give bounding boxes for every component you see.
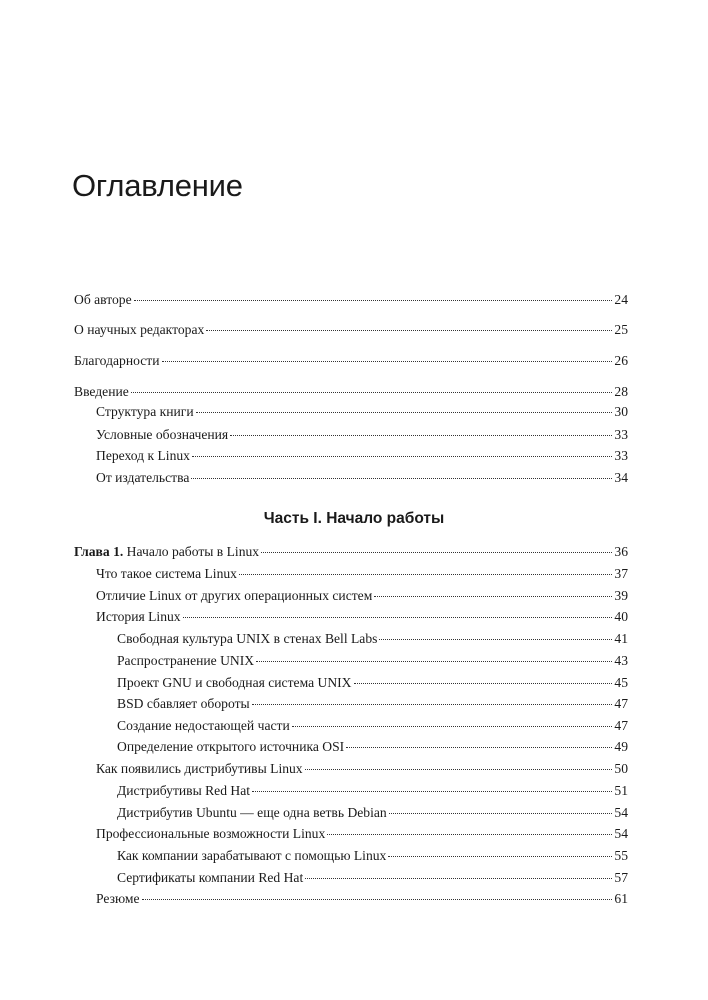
toc-entry-title: Об авторе xyxy=(74,292,132,307)
toc-entry-linux-history[interactable] xyxy=(96,606,628,628)
toc-entry-professional-opportunities[interactable] xyxy=(96,823,628,845)
dot-leader xyxy=(183,617,613,618)
toc-entry-what-is-linux[interactable] xyxy=(96,563,628,585)
dot-leader xyxy=(305,878,612,879)
toc-entry-page: 51 xyxy=(614,783,628,798)
toc-entry-page: 57 xyxy=(614,870,628,885)
toc-entry-osi-definition[interactable] xyxy=(117,736,628,758)
toc-entry-title: Как появились дистрибутивы Linux xyxy=(96,761,303,776)
toc-entry-book-structure[interactable] xyxy=(96,401,628,423)
toc-entry-title: Что такое система Linux xyxy=(96,566,237,581)
dot-leader xyxy=(230,435,612,436)
dot-leader xyxy=(252,791,612,792)
toc-entry-title: Дистрибутив Ubuntu — еще одна ветвь Debian xyxy=(117,805,387,820)
dot-leader xyxy=(252,704,613,705)
dot-leader xyxy=(388,856,612,857)
page-title: Оглавление xyxy=(72,168,243,203)
toc-entry-title: Резюме xyxy=(96,891,140,906)
toc-entry-title: Проект GNU и свободная система UNIX xyxy=(117,675,352,690)
toc-entry-page: 37 xyxy=(614,566,628,581)
toc-entry-page: 47 xyxy=(614,718,628,733)
toc-entry-page: 39 xyxy=(614,588,628,603)
toc-entry-page: 47 xyxy=(614,696,628,711)
toc-entry-title: Структура книги xyxy=(96,404,194,419)
toc-entry-page: 30 xyxy=(614,404,628,419)
toc-entry-title: От издательства xyxy=(96,470,190,485)
toc-entry-page: 24 xyxy=(614,292,628,307)
toc-entry-companies-earn[interactable] xyxy=(117,845,628,867)
toc-entry-title: Профессиональные возможности Linux xyxy=(96,826,326,841)
toc-entry-gnu-project[interactable] xyxy=(117,672,628,694)
toc-entry-page: 45 xyxy=(614,675,628,690)
toc-entry-title: Отличие Linux от других операционных систем xyxy=(96,588,373,603)
toc-entry-scientific-editors[interactable] xyxy=(74,319,628,341)
chapter-title: Начало работы в Linux xyxy=(123,544,260,559)
toc-entry-title: Сертификаты компании Red Hat xyxy=(117,870,304,885)
toc-entry-title: Благодарности xyxy=(74,353,160,368)
toc-entry-page: 25 xyxy=(614,322,628,337)
toc-entry-moving-to-linux[interactable] xyxy=(96,445,628,467)
toc-entry-distributions[interactable] xyxy=(96,758,628,780)
toc-entry-title: Свободная культура UNIX в стенах Bell Labs xyxy=(117,631,378,646)
toc-entry-page: 50 xyxy=(614,761,628,776)
dot-leader xyxy=(292,726,613,727)
toc-entry-title: Условные обозначения xyxy=(96,427,229,442)
toc-entry-red-hat-distros[interactable] xyxy=(117,780,628,802)
toc-entry-title: BSD сбавляет обороты xyxy=(117,696,250,711)
toc-entry-red-hat-certs[interactable] xyxy=(117,867,628,889)
dot-leader xyxy=(192,456,612,457)
dot-leader xyxy=(379,639,612,640)
dot-leader xyxy=(261,552,612,553)
dot-leader xyxy=(196,412,613,413)
chapter-number-label: Глава 1. xyxy=(74,544,124,559)
toc-entry-title: Дистрибутивы Red Hat xyxy=(117,783,251,798)
toc-entry-linux-vs-other-os[interactable] xyxy=(96,585,628,607)
toc-entry-unix-bell-labs[interactable] xyxy=(117,628,628,650)
dot-leader xyxy=(142,899,613,900)
toc-entry-ubuntu[interactable] xyxy=(117,802,628,824)
toc-entry-title: Как компании зарабатывают с помощью Linux xyxy=(117,848,387,863)
toc-entry-missing-part[interactable] xyxy=(117,715,628,737)
toc-entry-title: Определение открытого источника OSI xyxy=(117,739,345,754)
toc-entry-title: Распространение UNIX xyxy=(117,653,255,668)
toc-entry-page: 33 xyxy=(614,448,628,463)
dot-leader xyxy=(191,478,612,479)
toc-entry-title: Переход к Linux xyxy=(96,448,190,463)
toc-entry-page: 34 xyxy=(614,470,628,485)
dot-leader xyxy=(256,661,612,662)
toc-entry-summary[interactable] xyxy=(96,888,628,910)
toc-entry-title: Введение xyxy=(74,384,129,399)
toc-entry-introduction[interactable] xyxy=(74,381,628,403)
toc-entry-page: 54 xyxy=(614,826,628,841)
dot-leader xyxy=(239,574,612,575)
dot-leader xyxy=(162,361,613,362)
toc-entry-page: 54 xyxy=(614,805,628,820)
toc-entry-acknowledgements[interactable] xyxy=(74,350,628,372)
toc-entry-from-publisher[interactable] xyxy=(96,467,628,489)
dot-leader xyxy=(131,392,613,393)
toc-entry-page: 41 xyxy=(614,631,628,646)
dot-leader xyxy=(305,769,613,770)
toc-entry-conventions[interactable] xyxy=(96,424,628,446)
toc-entry-page: 40 xyxy=(614,609,628,624)
part-heading: Часть I. Начало работы xyxy=(263,510,445,527)
toc-entry-title: Создание недостающей части xyxy=(117,718,290,733)
toc-entry-unix-spread[interactable] xyxy=(117,650,628,672)
dot-leader xyxy=(134,300,613,301)
toc-entry-title: История Linux xyxy=(96,609,181,624)
toc-entry-page: 26 xyxy=(614,353,628,368)
toc-entry-title xyxy=(74,541,259,563)
dot-leader xyxy=(354,683,613,684)
dot-leader xyxy=(206,330,612,331)
toc-entry-page: 55 xyxy=(614,848,628,863)
toc-entry-title: О научных редакторах xyxy=(74,322,205,337)
toc-entry-about-author[interactable] xyxy=(74,289,628,311)
toc-entry-page: 33 xyxy=(614,427,628,442)
toc-entry-page: 28 xyxy=(614,384,628,399)
dot-leader xyxy=(374,596,612,597)
dot-leader xyxy=(327,834,612,835)
toc-entry-page: 61 xyxy=(614,891,628,906)
toc-entry-page: 49 xyxy=(614,739,628,754)
toc-entry-chapter-1[interactable] xyxy=(74,541,628,563)
toc-entry-page: 36 xyxy=(614,544,628,559)
toc-entry-bsd[interactable] xyxy=(117,693,628,715)
dot-leader xyxy=(346,747,612,748)
toc-entry-page: 43 xyxy=(614,653,628,668)
dot-leader xyxy=(389,813,613,814)
